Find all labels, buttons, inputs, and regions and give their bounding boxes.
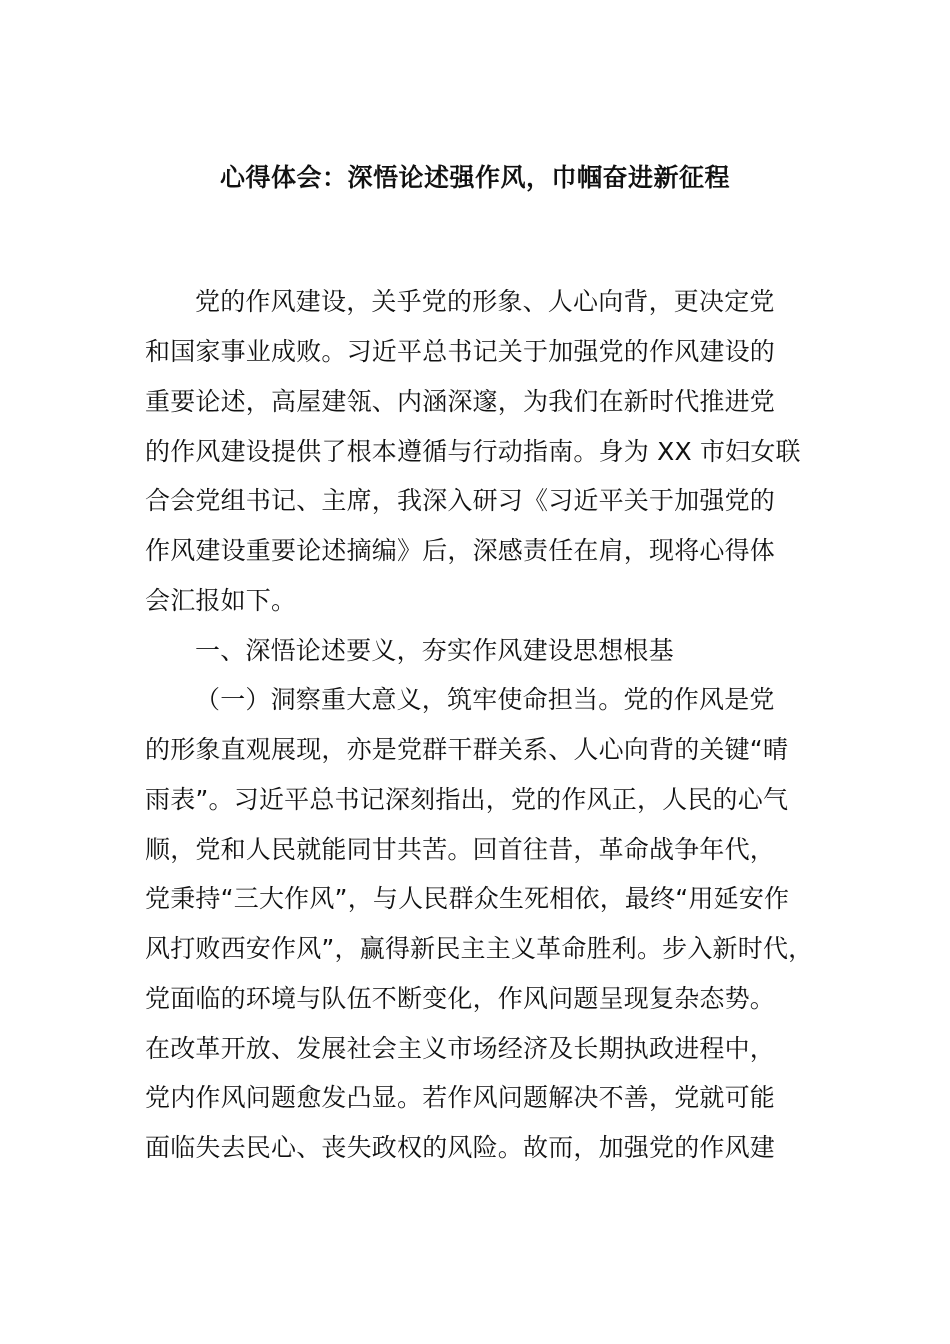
body-line-1: 党的作风建设，关乎党的形象、人心向背，更决定党 xyxy=(195,287,775,316)
section-heading-1: 一、深悟论述要义，夯实作风建设思想根基 xyxy=(195,636,674,665)
body-line-3: 重要论述，高屋建瓴、内涵深邃，为我们在新时代推进党 xyxy=(145,387,776,416)
body-line-13: 党秉持“三大作风”，与人民群众生死相依，最终“用延安作 xyxy=(145,884,790,913)
body-line-2: 和国家事业成败。习近平总书记关于加强党的作风建设的 xyxy=(145,337,776,366)
body-line-16: 在改革开放、发展社会主义市场经济及长期执政进程中， xyxy=(145,1034,776,1063)
body-line-6: 作风建设重要论述摘编》后，深感责任在肩，现将心得体 xyxy=(145,536,776,565)
body-line-15: 党面临的环境与队伍不断变化，作风问题呈现复杂态势。 xyxy=(145,984,776,1013)
body-line-5: 合会党组书记、主席，我深入研习《习近平关于加强党的 xyxy=(145,486,776,515)
body-line-4: 的作风建设提供了根本遵循与行动指南。身为 XX 市妇女联 xyxy=(145,437,801,466)
body-line-18: 面临失去民心、丧失政权的风险。故而，加强党的作风建 xyxy=(145,1133,776,1162)
body-line-17: 党内作风问题愈发凸显。若作风问题解决不善，党就可能 xyxy=(145,1083,776,1112)
body-line-9: （一）洞察重大意义，筑牢使命担当。党的作风是党 xyxy=(195,685,775,714)
body-line-14: 风打败西安作风”，赢得新民主主义革命胜利。步入新时代， xyxy=(145,934,814,963)
body-line-11: 雨表”。习近平总书记深刻指出，党的作风正，人民的心气 xyxy=(145,785,789,814)
body-line-7: 会汇报如下。 xyxy=(145,586,297,615)
document-title: 心得体会：深悟论述强作风，巾帼奋进新征程 xyxy=(219,163,730,192)
body-line-10: 的形象直观展现，亦是党群干群关系、人心向背的关键“晴 xyxy=(145,735,789,764)
body-line-12: 顺，党和人民就能同甘共苦。回首往昔，革命战争年代， xyxy=(145,835,776,864)
